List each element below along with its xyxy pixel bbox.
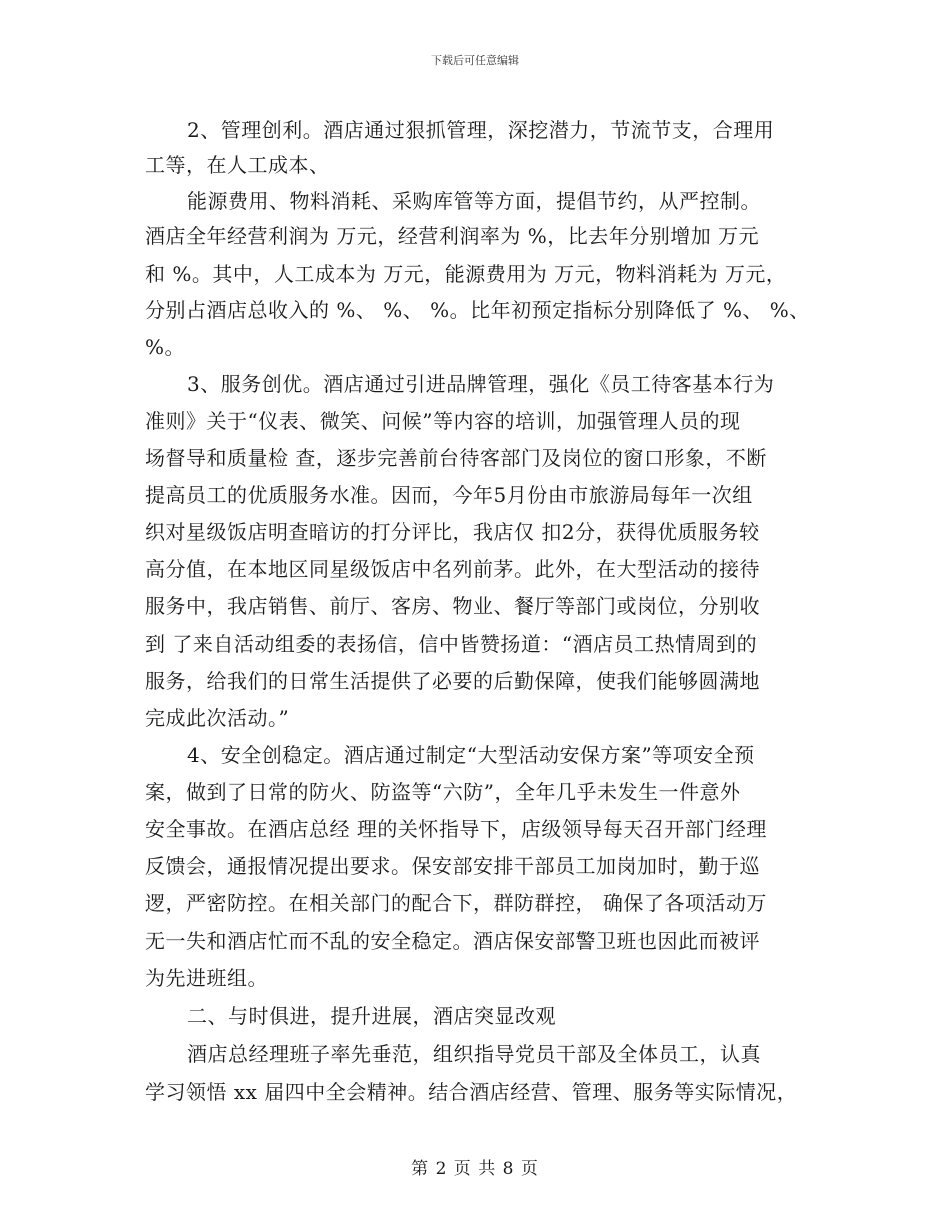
text-line: 4、安全创稳定。酒店通过制定“大型活动安保方案”等项安全预: [187, 743, 755, 767]
text-line: 逻，严密防控。在相关部门的配合下，群防群控， 确保了各项活动万: [145, 891, 767, 915]
text-line: 反馈会，通报情况提出要求。保安部安排干部员工加岗加时，勤于巡: [145, 854, 760, 878]
text-line: 无一失和酒店忙而不乱的安全稳定。酒店保安部警卫班也因此而被评: [145, 929, 760, 953]
text-line: 分别占酒店总收入的 %、 %、 %。比年初预定指标分别降低了 %、 %、: [145, 298, 810, 322]
text-line: 酒店全年经营利润为 万元，经营利润率为 %，比去年分别增加 万元: [145, 224, 760, 248]
text-line: 3、服务创优。酒店通过引进品牌管理，强化《员工待客基本行为: [187, 372, 775, 396]
text-line: 和 %。其中，人工成本为 万元，能源费用为 万元，物料消耗为 万元，: [145, 262, 787, 286]
text-line: 场督导和质量检 查，逐步完善前台待客部门及岗位的窗口形象，不断: [145, 446, 767, 470]
text-line: %。: [145, 335, 186, 359]
text-line: 2、管理创利。酒店通过狠抓管理，深挖潜力，节流节支，合理用: [187, 118, 775, 142]
page-header: 下载后可任意编辑: [431, 54, 519, 67]
text-line: 到 了来自活动组委的表扬信，信中皆赞扬道：“酒店员工热情周到的: [145, 632, 758, 656]
text-line: 能源费用、物料消耗、采购库管等方面，提倡节约，从严控制。: [187, 189, 761, 213]
text-line: 服务，给我们的日常生活提供了必要的后勤保障，使我们能够圆满地: [145, 669, 760, 693]
text-line: 完成此次活动。”: [145, 706, 290, 730]
text-line: 服务中，我店销售、前厅、客房、物业、餐厅等部门或岗位，分别收: [145, 594, 760, 618]
text-line: 准则》关于“仪表、微笑、问候”等内容的培训，加强管理人员的现: [145, 409, 741, 433]
text-line: 工等，在人工成本、: [145, 153, 330, 177]
text-line: 酒店总经理班子率先垂范，组织指导党员干部及全体员工，认真: [187, 1042, 761, 1066]
text-line: 安全事故。在酒店总经 理的关怀指导下，店级领导每天召开部门经理: [145, 817, 767, 841]
section-heading: 二、与时俱进，提升进展，酒店突显改观: [187, 1004, 556, 1028]
text-line: 案，做到了日常的防火、防盗等“六防”，全年几乎未发生一件意外: [145, 780, 741, 804]
text-line: 高分值，在本地区同星级饭店中名列前茅。此外，在大型活动的接待: [145, 557, 760, 581]
text-line: 为先进班组。: [145, 966, 268, 990]
text-line: 学习领悟 xx 届四中全会精神。结合酒店经营、管理、服务等实际情况，: [145, 1080, 798, 1104]
text-line: 提高员工的优质服务水准。因而，今年5月份由市旅游局每年一次组: [145, 483, 753, 507]
page-number: 第 2 页 共 8 页: [411, 1159, 539, 1179]
text-line: 织对星级饭店明查暗访的打分评比，我店仅 扣2分，获得优质服务较: [145, 520, 760, 544]
